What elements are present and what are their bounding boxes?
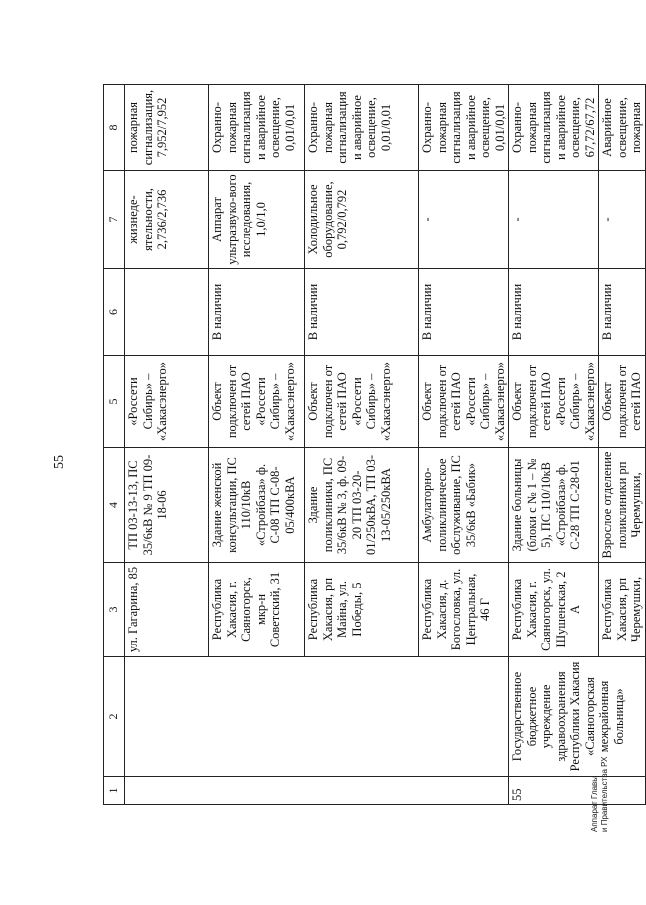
column-header: 3	[104, 563, 125, 657]
equipment-cell: -	[419, 171, 509, 269]
table-row	[509, 85, 599, 805]
connection-cell: Объект подключен от сетей ПАО	[599, 356, 646, 448]
column-header: 7	[104, 171, 125, 269]
institution-cell	[125, 657, 509, 777]
availability-cell: В наличии	[599, 269, 646, 356]
address-cell: Республика Хакасия, д. Богословка, ул. Центральная, 46 Г	[419, 563, 509, 657]
facility-power-cell: Амбулаторно-поликлиническое обслуживание, ПС 35/6кВ «Бабик»	[419, 448, 509, 563]
institution-cell: Государственное бюджетное учреждение здравоохранения Республики Хакасия «Саяногорская межрайонная больница»	[509, 657, 646, 777]
security-cell: Аварийное освещение, пожарная	[599, 85, 646, 171]
address-cell: Республика Хакасия, рп Майна, ул. Победы, 5	[305, 563, 419, 657]
address-cell: Республика Хакасия, г. Саяногорск, мкр-н Советский, 31	[209, 563, 305, 657]
stamp-line: и Правительства РХ	[600, 756, 609, 832]
table-header-row	[104, 85, 125, 805]
facility-power-cell: Здание больницы (блоки с № 1 – № 5), ПС 110/10кВ «Стройбаза» ф. С-28 ТП С-28-01	[509, 448, 599, 563]
document-stamp	[590, 702, 610, 832]
availability-cell	[125, 269, 209, 356]
column-header: 8	[104, 85, 125, 171]
stamp-line: Аппарат Главы	[590, 775, 599, 832]
column-header: 4	[104, 448, 125, 563]
security-cell: Охранно-пожарная сигнализация и аварийное освещение, 0,01/0,01	[305, 85, 419, 171]
document-table	[103, 84, 646, 805]
equipment-cell: -	[599, 171, 646, 269]
availability-cell: В наличии	[209, 269, 305, 356]
availability-cell: В наличии	[305, 269, 419, 356]
equipment-cell: Холодильное оборудование, 0,792/0,792	[305, 171, 419, 269]
connection-cell: Объект подключен от сетей ПАО «Россети Сибирь» – «Хакасэнерго»	[209, 356, 305, 448]
connection-cell: Объект подключен от сетей ПАО «Россети Сибирь» – «Хакасэнерго»	[305, 356, 419, 448]
security-cell: Охранно-пожарная сигнализация и аварийное освещение, 67,72/67,72	[509, 85, 599, 171]
security-cell: Охранно-пожарная сигнализация и аварийное освещение, 0,01/0,01	[209, 85, 305, 171]
connection-cell: Объект подключен от сетей ПАО «Россети Сибирь» – «Хакасэнерго»	[419, 356, 509, 448]
table-row	[125, 85, 209, 805]
availability-cell: В наличии	[419, 269, 509, 356]
row-number-cell: 55	[509, 777, 646, 805]
column-header: 2	[104, 657, 125, 777]
connection-cell: «Россети Сибирь» – «Хакасэнерго»	[125, 356, 209, 448]
availability-cell: В наличии	[509, 269, 599, 356]
equipment-cell: -	[509, 171, 599, 269]
column-header: 6	[104, 269, 125, 356]
facility-power-cell: ТП 03-13-13, ПС 35/6кВ № 9 ТП 09-18-06	[125, 448, 209, 563]
security-cell: пожарная сигнализация, 7,952/7,952	[125, 85, 209, 171]
security-cell: Охранно-пожарная сигнализация и аварийное освещение, 0,01/0,01	[419, 85, 509, 171]
connection-cell: Объект подключен от сетей ПАО «Россети Сибирь» – «Хакасэнерго»	[509, 356, 599, 448]
page-number: 55	[52, 455, 67, 469]
equipment-cell: Аппарат ультразвуко-вого исследования, 1,0/1,0	[209, 171, 305, 269]
address-cell: ул. Гагарина, 85	[125, 563, 209, 657]
address-cell: Республика Хакасия, рп Черемушки,	[599, 563, 646, 657]
column-header: 1	[104, 777, 125, 805]
address-cell: Республика Хакасия, г. Саяногорск, ул. Шушенская, 2 А	[509, 563, 599, 657]
column-header: 5	[104, 356, 125, 448]
facility-power-cell: Здание поликлиники, ПС 35/6кВ № 3, ф. 09-20 ТП 03-20-01/250кВА, ТП 03-13-05/250кВА	[305, 448, 419, 563]
row-number-cell	[125, 777, 509, 805]
facility-power-cell: Взрослое отделение поликлиники рп Черемушки,	[599, 448, 646, 563]
equipment-cell: жизнеде-ятельности, 2,736/2,736	[125, 171, 209, 269]
facility-power-cell: Здание женской консультации, ПС 110/10кВ «Стройбаза» ф. С-08 ТП С-08-05/400кВА	[209, 448, 305, 563]
